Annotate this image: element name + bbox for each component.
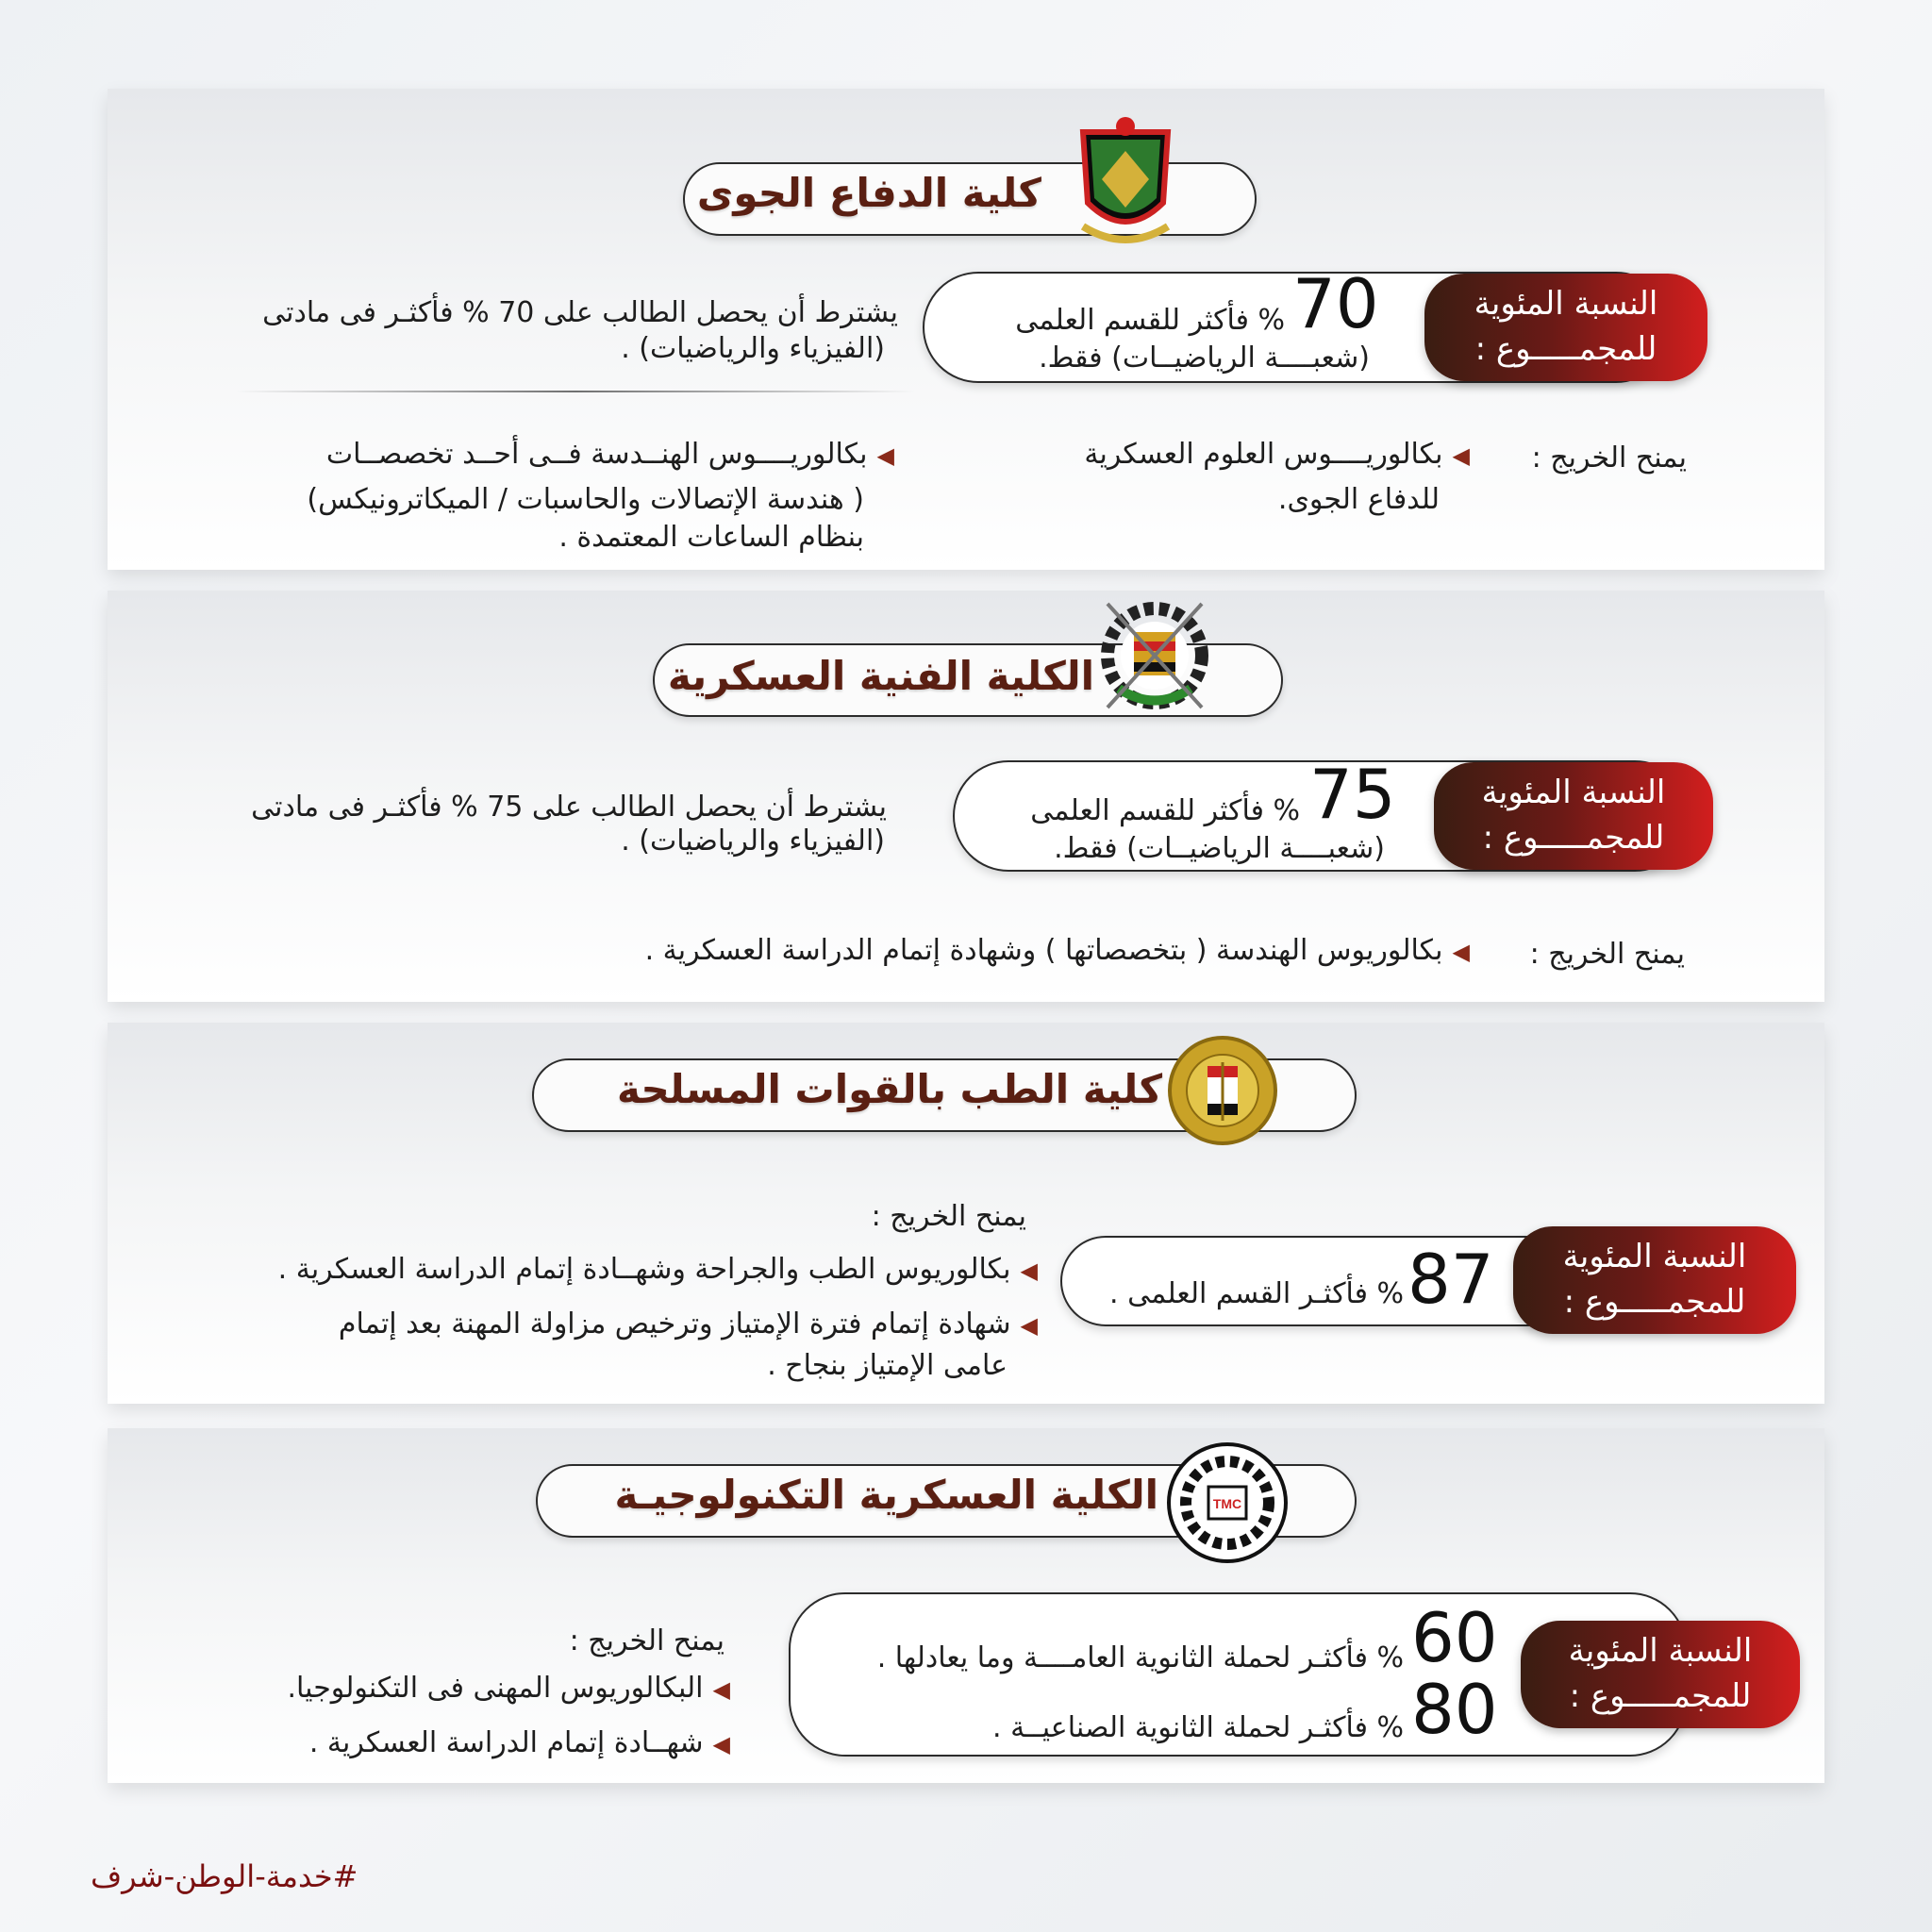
percentage-label-badge <box>1521 1621 1800 1728</box>
percentage-value: 75 <box>1309 755 1396 834</box>
grant-item-cont: للدفاع الجوى. <box>1277 483 1440 516</box>
grant-item-text: بكالوريــــوس الهنــدسة فــى أحــد تخصصــات <box>325 438 868 471</box>
grant-item-text: شهــادة إتمام الدراسة العسكرية . <box>308 1726 704 1759</box>
logo-tmc-text: TMC <box>1212 1496 1242 1511</box>
arrow-icon: ◀ <box>1020 1312 1038 1339</box>
percentage-value: 80 <box>1411 1670 1498 1749</box>
percentage-label-total: للمجمـــــوع : <box>1563 1283 1746 1321</box>
percentage-label-badge <box>1513 1226 1796 1334</box>
condition-text-2: (الفيزياء والرياضيات) . <box>621 332 885 365</box>
percentage-detail: % فأكثـر لحملة الثانوية الصناعيــة . <box>992 1711 1404 1744</box>
grant-item-text: بكالوريــــوس العلوم العسكرية <box>1084 438 1443 471</box>
percentage-label: النسبة المئوية <box>1474 285 1658 323</box>
percentage-detail-2: (شعبــــة الرياضيــات) فقط. <box>1054 832 1385 865</box>
college-title: كلية الدفاع الجوى <box>696 170 1041 216</box>
grant-item <box>278 1251 1038 1290</box>
condition-text: يشترط أن يحصل الطالب على 75 % فأكثـر فى مادتى <box>251 791 887 824</box>
grant-label: يمنح الخريج : <box>1529 938 1685 971</box>
armed-forces-college-of-medicine-logo <box>1166 1034 1279 1147</box>
arrow-icon: ◀ <box>876 442 894 469</box>
footer-hashtag: #خدمة-الوطن-شرف <box>91 1858 358 1894</box>
military-technical-college-logo <box>1098 594 1211 717</box>
grant-item <box>645 932 1470 971</box>
percentage-value: 60 <box>1411 1598 1498 1677</box>
percentage-detail: % فأكثر للقسم العلمى <box>1015 304 1285 337</box>
grant-item-text: بكالوريوس الطب والجراحة وشهــادة إتمام الدراسة العسكرية . <box>277 1253 1011 1286</box>
percentage-detail: % فأكثـر القسم العلمى . <box>1109 1277 1404 1310</box>
percentage-label-badge <box>1424 274 1707 381</box>
college-title: كلية الطب بالقوات المسلحة <box>616 1066 1162 1112</box>
college-title: الكلية الفنية العسكرية <box>667 653 1094 699</box>
grant-item <box>287 1670 730 1708</box>
grant-label: يمنح الخريج : <box>1531 441 1687 475</box>
percentage-label-badge <box>1434 762 1713 870</box>
grant-item <box>309 1724 730 1763</box>
grant-item-cont: عامى الإمتياز بنجاح . <box>767 1349 1008 1382</box>
grant-item <box>339 1306 1038 1344</box>
percentage-value: 87 <box>1407 1240 1494 1319</box>
grant-item <box>326 436 894 475</box>
arrow-icon: ◀ <box>712 1676 730 1703</box>
grant-item-text: بكالوريوس الهندسة ( بتخصصاتها ) وشهادة إتمام الدراسة العسكرية . <box>644 934 1443 967</box>
condition-text: يشترط أن يحصل الطالب على 70 % فأكثـر فى مادتى <box>262 296 898 329</box>
percentage-value: 70 <box>1292 264 1379 343</box>
percentage-label-total: للمجمـــــوع : <box>1482 819 1665 857</box>
arrow-icon: ◀ <box>1020 1257 1038 1284</box>
college-title: الكلية العسكرية التكنولوجيـة <box>614 1472 1158 1518</box>
percentage-detail-2: (شعبــــة الرياضيــات) فقط. <box>1039 341 1370 375</box>
grant-item-cont: ( هندسة الإتصالات والحاسبات / الميكاترونيكس) <box>307 483 864 516</box>
percentage-detail: % فأكثـر لحملة الثانوية العامــــة وما يعادلها . <box>876 1641 1404 1674</box>
condition-text-2: (الفيزياء والرياضيات) . <box>621 824 885 858</box>
percentage-detail: % فأكثر للقسم العلمى <box>1030 794 1300 827</box>
divider <box>236 391 915 392</box>
grant-item <box>1084 436 1470 475</box>
arrow-icon: ◀ <box>1452 939 1470 965</box>
technological-military-college-logo <box>1166 1441 1289 1564</box>
grant-item-text: شهادة إتمام فترة الإمتياز وترخيص مزاولة المهنة بعد إتمام <box>338 1307 1011 1341</box>
arrow-icon: ◀ <box>712 1731 730 1757</box>
arrow-icon: ◀ <box>1452 442 1470 469</box>
percentage-label: النسبة المئوية <box>1562 1238 1747 1275</box>
grant-item-text: البكالوريوس المهنى فى التكنولوجيا. <box>287 1672 704 1705</box>
percentage-label-total: للمجمـــــوع : <box>1474 330 1657 368</box>
percentage-label: النسبة المئوية <box>1481 774 1666 811</box>
grant-label: يمنح الخريج : <box>871 1200 1026 1233</box>
air-defense-college-logo <box>1064 113 1187 255</box>
grant-label: يمنح الخريج : <box>569 1624 724 1657</box>
percentage-label: النسبة المئوية <box>1568 1632 1753 1670</box>
grant-item-cont: بنظام الساعات المعتمدة . <box>558 521 864 554</box>
percentage-label-total: للمجمـــــوع : <box>1569 1677 1752 1715</box>
